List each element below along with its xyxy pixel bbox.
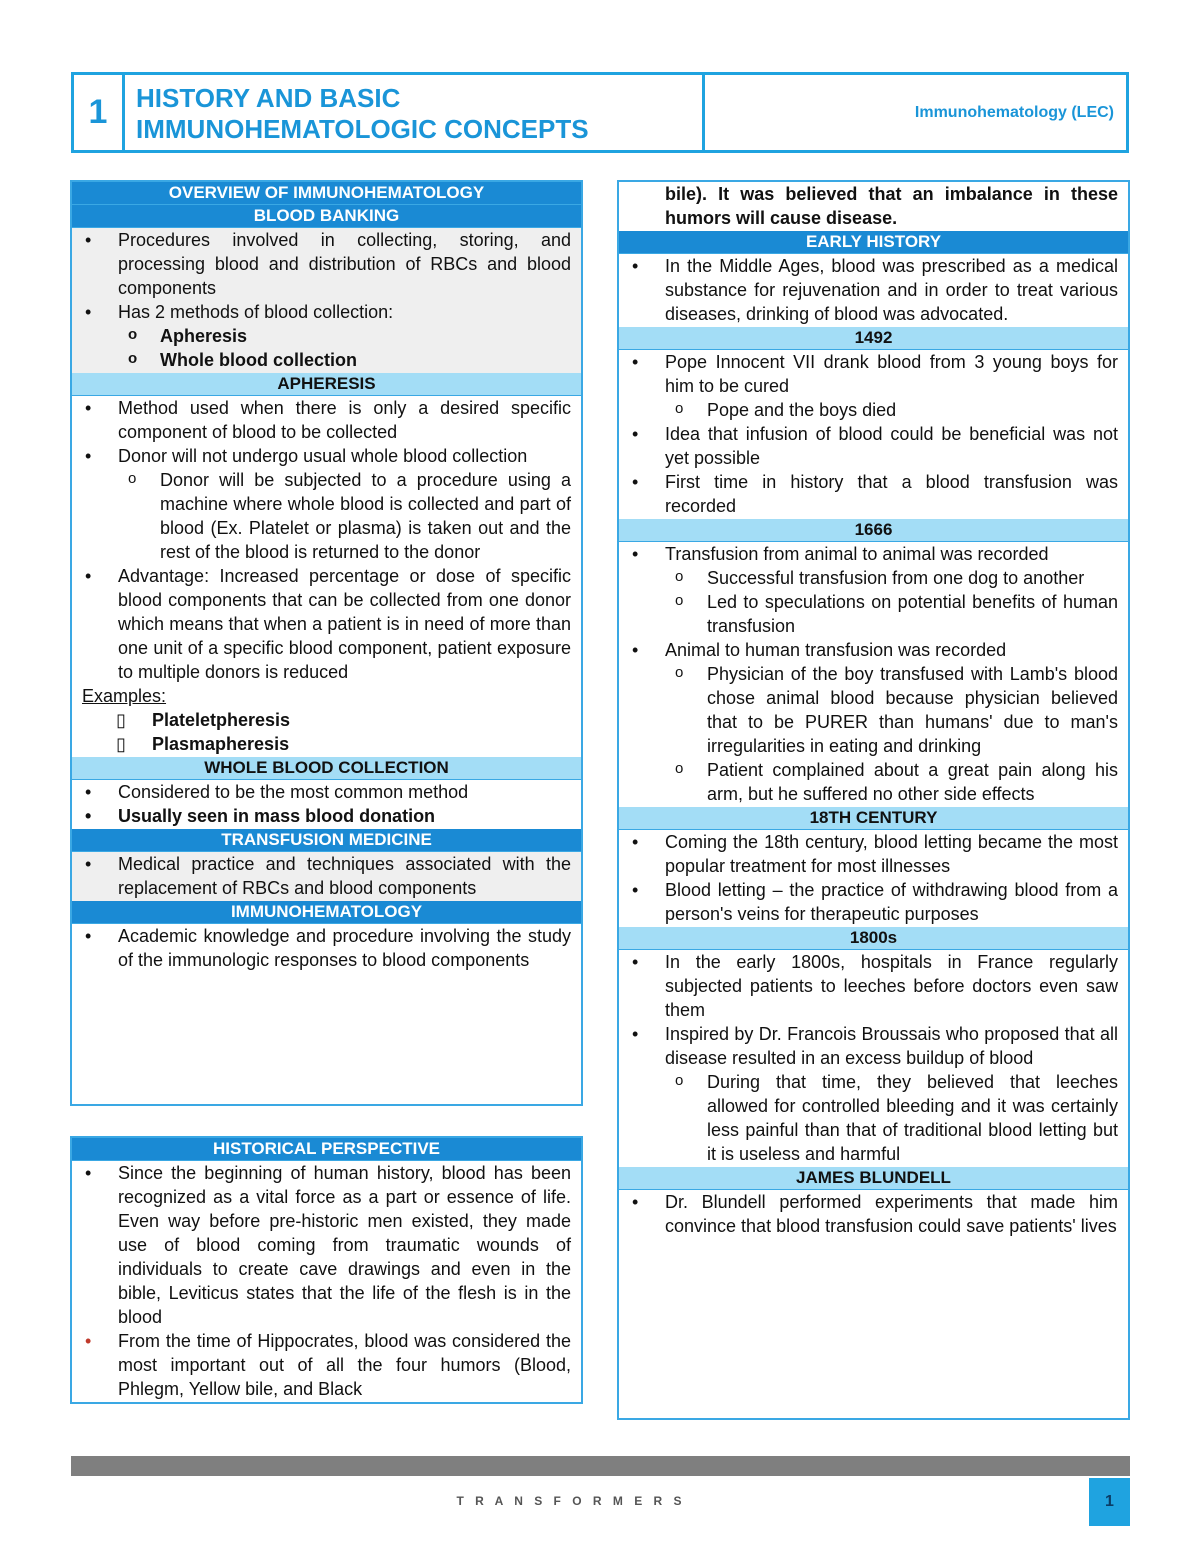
bullet-item: • Pope Innocent VII drank blood from 3 young boys for him to be cured: [619, 350, 1118, 398]
immunohematology-title: IMMUNOHEMATOLOGY: [72, 901, 581, 924]
early-history-title: EARLY HISTORY: [619, 231, 1128, 254]
century-18-title: 18TH CENTURY: [619, 807, 1128, 830]
year-1800s-section: [619, 950, 1128, 1167]
example-item: ▯ Plateletpheresis: [72, 708, 571, 732]
overview-box: [70, 180, 583, 1106]
year-1492-title: 1492: [619, 327, 1128, 350]
title-line-1: HISTORY AND BASIC: [136, 83, 401, 113]
example-item: ▯ Plasmapheresis: [72, 732, 571, 756]
bullet-item: • Inspired by Dr. Francois Broussais who proposed that all disease resulted in an excess buildup of blood: [619, 1022, 1118, 1070]
blood-banking-title: BLOOD BANKING: [72, 205, 581, 228]
sub-item: o Pope and the boys died: [619, 398, 1118, 422]
humors-continuation: [619, 182, 1128, 231]
bullet-item: • From the time of Hippocrates, blood was considered the most important out of all the four humors (Blood, Phlegm, Yellow bile, and Black: [72, 1329, 571, 1401]
transfusion-medicine-section: [72, 852, 581, 901]
bullet-item: • Donor will not undergo usual whole blood collection: [72, 444, 571, 468]
footer-group-name: T R A N S F O R M E R S: [456, 1494, 686, 1508]
whole-blood-title: WHOLE BLOOD COLLECTION: [72, 757, 581, 780]
immunohematology-section: [72, 924, 581, 973]
year-1666-title: 1666: [619, 519, 1128, 542]
sub-item: o Patient complained about a great pain along his arm, but he suffered no other side effects: [619, 758, 1118, 806]
bullet-item: • Medical practice and techniques associated with the replacement of RBCs and blood components: [72, 852, 571, 900]
bullet-item: • Advantage: Increased percentage or dose of specific blood components that can be collected from one donor which means that when a patient is in need of more than one unit of a specific blood component, patient exposure to multiple donors is reduced: [72, 564, 571, 684]
transfusion-medicine-title: TRANSFUSION MEDICINE: [72, 829, 581, 852]
bullet-item: • Blood letting – the practice of withdrawing blood from a person's veins for therapeutic purposes: [619, 878, 1118, 926]
page-header: [71, 72, 1129, 153]
early-history-section: [619, 254, 1128, 327]
bullet-item: • Animal to human transfusion was recorded: [619, 638, 1118, 662]
bullet-item: • Has 2 methods of blood collection:: [72, 300, 571, 324]
bullet-item: • Procedures involved in collecting, storing, and processing blood and distribution of RBCs and blood components: [72, 228, 571, 300]
bullet-item: • Method used when there is only a desired specific component of blood to be collected: [72, 396, 571, 444]
sub-item: o Successful transfusion from one dog to another: [619, 566, 1118, 590]
subject-label: Immunohematology (LEC): [914, 103, 1114, 121]
sub-item: o Whole blood collection: [72, 348, 571, 372]
bullet-item: • Academic knowledge and procedure involving the study of the immunologic responses to blood components: [72, 924, 571, 972]
bullet-item: • Transfusion from animal to animal was recorded: [619, 542, 1118, 566]
bullet-item: • In the Middle Ages, blood was prescribed as a medical substance for rejuvenation and in order to treat various diseases, drinking of blood was advocated.: [619, 254, 1118, 326]
chapter-title: [125, 75, 705, 150]
year-1666-section: [619, 542, 1128, 807]
year-1492-section: [619, 350, 1128, 519]
historical-perspective-title: HISTORICAL PERSPECTIVE: [72, 1138, 581, 1161]
chapter-number: 1: [74, 75, 125, 150]
title-line-2: IMMUNOHEMATOLOGIC CONCEPTS: [136, 114, 589, 144]
bullet-item: • First time in history that a blood transfusion was recorded: [619, 470, 1118, 518]
sub-item: o Apheresis: [72, 324, 571, 348]
blood-banking-section: [72, 228, 581, 373]
bullet-item: • In the early 1800s, hospitals in France regularly subjected patients to leeches before doctors even saw them: [619, 950, 1118, 1022]
year-1800s-title: 1800s: [619, 927, 1128, 950]
historical-box: [70, 1136, 583, 1404]
continued-text: bile). It was believed that an imbalance in these humors will cause disease.: [665, 184, 1118, 228]
james-blundell-title: JAMES BLUNDELL: [619, 1167, 1128, 1190]
sub-item: o Led to speculations on potential benefits of human transfusion: [619, 590, 1118, 638]
bullet-item: • Dr. Blundell performed experiments that made him convince that blood transfusion could save patients' lives: [619, 1190, 1118, 1238]
whole-blood-section: [72, 780, 581, 829]
james-blundell-section: [619, 1190, 1128, 1239]
historical-perspective-section: [72, 1161, 581, 1402]
bullet-item: • Considered to be the most common method: [72, 780, 571, 804]
sub-item: o During that time, they believed that leeches allowed for controlled bleeding and it was certainly less painful than that of traditional blood letting but it is useless and harmful: [619, 1070, 1118, 1166]
sub-item: o Donor will be subjected to a procedure using a machine where whole blood is collected and part of blood (Ex. Platelet or plasma) is taken out and the rest of the blood is returned to the donor: [72, 468, 571, 564]
sub-item: o Physician of the boy transfused with Lamb's blood chose animal blood because physician believed that to be PURER than humans' due to man's irregularities in eating and drinking: [619, 662, 1118, 758]
history-box: [617, 180, 1130, 1420]
examples-label: Examples:: [82, 686, 167, 706]
apheresis-title: APHERESIS: [72, 373, 581, 396]
bullet-item: • Coming the 18th century, blood letting became the most popular treatment for most illnesses: [619, 830, 1118, 878]
page-number: 1: [1089, 1478, 1130, 1526]
bullet-item: • Since the beginning of human history, blood has been recognized as a vital force as a part or essence of life. Even way before pre-historic men existed, they made use of blood coming from traumatic wounds of individuals to create cave drawings and even in the bible, Leviticus states that the life of the flesh is in the blood: [72, 1161, 571, 1329]
overview-title: OVERVIEW OF IMMUNOHEMATOLOGY: [72, 182, 581, 205]
bullet-item: • Idea that infusion of blood could be beneficial was not yet possible: [619, 422, 1118, 470]
bullet-item: • Usually seen in mass blood donation: [72, 804, 571, 828]
footer-bar: [71, 1456, 1130, 1476]
apheresis-section: [72, 396, 581, 757]
century-18-section: [619, 830, 1128, 927]
